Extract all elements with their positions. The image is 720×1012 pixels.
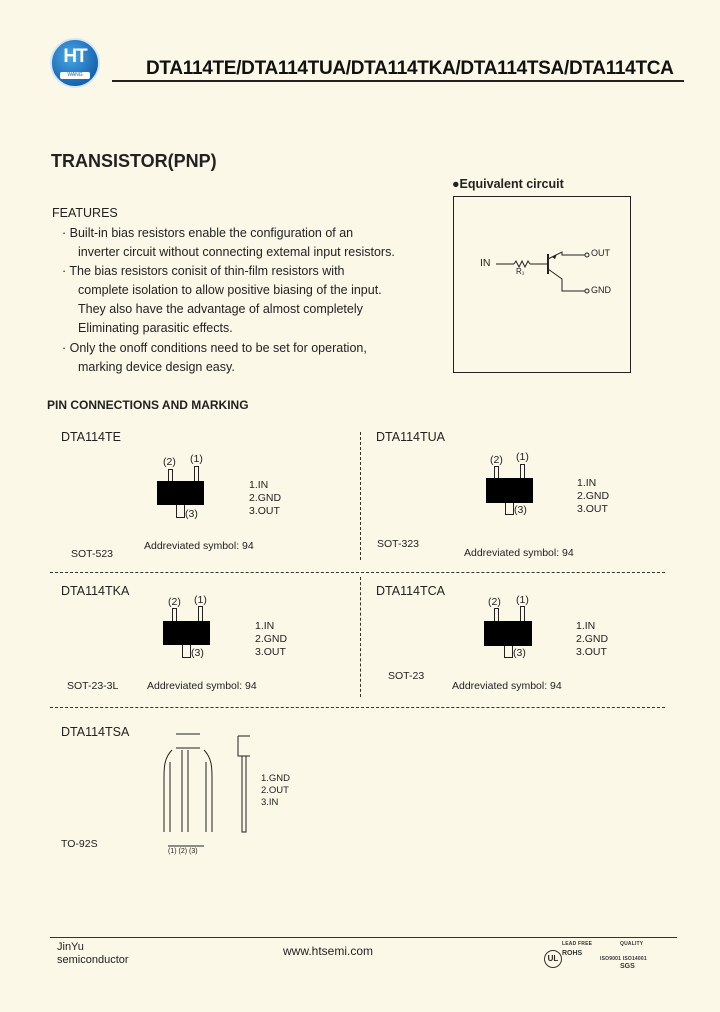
package-body — [486, 478, 533, 503]
pin-marker: (3) — [189, 848, 198, 855]
package-pin — [182, 645, 191, 658]
feature-line: Eliminating parasitic effects. — [78, 321, 233, 335]
part-name: DTA114TCA — [376, 584, 446, 598]
company-line: JinYu — [57, 941, 84, 953]
pin-item: 2.GND — [249, 492, 282, 504]
pin-item: 2.GND — [576, 633, 609, 645]
pin-marker: (1) — [516, 594, 529, 606]
abbreviated-symbol: Addreviated symbol: 94 — [464, 547, 574, 559]
pin-item: 1.GND — [261, 773, 291, 784]
pin-item: 3.IN — [261, 797, 279, 808]
circuit-in-label: IN — [480, 257, 491, 269]
pin-item: 2.GND — [577, 490, 610, 502]
cert-iso: ISO9001 ISO14001 — [600, 956, 647, 962]
pin-item: 1.IN — [255, 620, 275, 632]
part-name: DTA114TUA — [376, 430, 446, 444]
pin-marker: (1) — [190, 453, 203, 465]
part-name: DTA114TKA — [61, 584, 130, 598]
pin-marker: (2) — [178, 848, 188, 855]
pin-marker: (3) — [513, 647, 526, 659]
pin-marker: (3) — [191, 647, 204, 659]
circuit-out-label: OUT — [591, 248, 610, 258]
part-name: DTA114TSA — [61, 725, 130, 739]
feature-line: · Only the onoff conditions need to be set for operation, — [62, 341, 367, 355]
feature-line: · The bias resistors conisit of thin-film resistors with — [62, 264, 345, 278]
pin-item: 3.OUT — [576, 646, 607, 658]
package-pin — [176, 505, 185, 518]
abbreviated-symbol: Addreviated symbol: 94 — [147, 680, 257, 692]
to92s-pin-markers — [168, 848, 198, 855]
abbreviated-symbol: Addreviated symbol: 94 — [144, 540, 254, 552]
pin-item: 3.OUT — [249, 505, 280, 517]
pin-connections-title: PIN CONNECTIONS AND MARKING — [47, 398, 249, 412]
pin-marker: (3) — [185, 508, 198, 520]
grid-divider — [50, 707, 665, 708]
package-name: TO-92S — [61, 838, 98, 850]
circuit-gnd-label: GND — [591, 285, 611, 295]
feature-line: complete isolation to allow positive biasing of the input. — [78, 283, 382, 297]
pin-list — [577, 477, 609, 516]
pin-marker: (1) — [168, 848, 177, 855]
package-name: SOT-23-3L — [67, 680, 119, 692]
pin-list — [576, 620, 608, 659]
feature-line: They also have the advantage of almost completely — [78, 302, 363, 316]
header-rule — [112, 80, 684, 82]
logo-subtext: WANG — [60, 72, 90, 79]
cert-quality: QUALITY — [620, 941, 644, 947]
website-url: www.htsemi.com — [283, 944, 374, 958]
part-name: DTA114TE — [61, 430, 121, 444]
pin-item: 3.OUT — [577, 503, 608, 515]
equivalent-circuit-title: ●Equivalent circuit — [452, 177, 564, 191]
package-pin — [504, 646, 513, 658]
package-body — [163, 621, 210, 645]
package-name: SOT-523 — [71, 548, 114, 560]
logo-text: HT — [63, 46, 87, 67]
ul-certification-icon: UL — [544, 950, 562, 968]
pin-list — [261, 773, 290, 809]
grid-divider — [50, 572, 665, 573]
package-name: SOT-23 — [388, 670, 425, 682]
features-title: FEATURES — [52, 206, 118, 220]
pin-marker: (1) — [194, 594, 207, 606]
page-title: TRANSISTOR(PNP) — [51, 151, 217, 171]
pin-item: 2.GND — [255, 633, 288, 645]
header-title: DTA114TE/DTA114TUA/DTA114TKA/DTA114TSA/DTA114TCA — [146, 58, 674, 79]
pin-marker: (3) — [514, 504, 527, 516]
pin-marker: (2) — [490, 454, 503, 466]
company-line: semiconductor — [57, 954, 129, 966]
cert-sgs: SGS — [620, 963, 635, 970]
pin-list — [249, 479, 281, 518]
cert-rohs: ROHS — [562, 950, 583, 957]
grid-divider — [360, 432, 361, 560]
to92s-package-drawing — [158, 728, 268, 853]
company-logo — [50, 38, 100, 88]
circuit-r1-label: R₁ — [516, 267, 525, 276]
package-name: SOT-323 — [377, 538, 420, 550]
equivalent-circuit-box — [453, 196, 631, 373]
feature-line: · Built-in bias resistors enable the configuration of an — [62, 226, 354, 240]
pin-marker: (2) — [168, 596, 181, 608]
pin-item: 3.OUT — [255, 646, 286, 658]
pin-item: 2.OUT — [261, 785, 289, 796]
package-pin — [505, 503, 514, 515]
pin-marker: (1) — [516, 451, 529, 463]
company-name — [57, 941, 129, 967]
footer-rule — [50, 937, 677, 938]
pin-item: 1.IN — [576, 620, 596, 632]
grid-divider — [360, 577, 361, 697]
pin-list — [255, 620, 287, 659]
pin-item: 1.IN — [577, 477, 597, 489]
pin-marker: (2) — [488, 596, 501, 608]
cert-lead-free: LEAD FREE — [562, 941, 593, 947]
package-body — [157, 481, 204, 505]
feature-line: marking device design easy. — [78, 360, 235, 374]
pin-marker: (2) — [163, 456, 176, 468]
abbreviated-symbol: Addreviated symbol: 94 — [452, 680, 562, 692]
pin-item: 1.IN — [249, 479, 269, 491]
feature-line: inverter circuit without connecting extemal input resistors. — [78, 245, 395, 259]
package-body — [484, 621, 532, 646]
